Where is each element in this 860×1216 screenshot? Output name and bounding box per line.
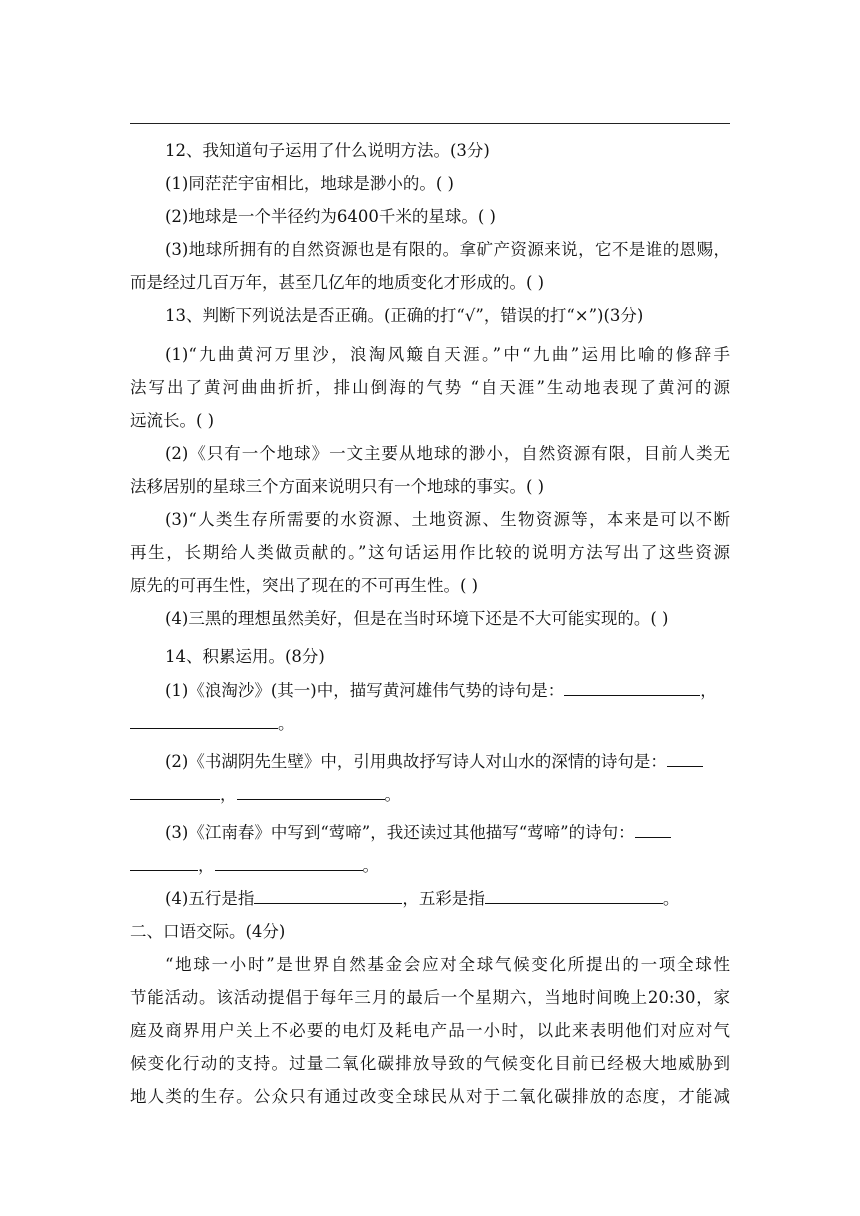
q14-item-1-line-2 (130, 707, 730, 740)
q12-item-3-line-1: (3)地球所拥有的自然资源也是有限的。拿矿产资源来说，它不是谁的恩赐， (165, 240, 730, 259)
answer-blank[interactable] (237, 779, 385, 800)
q12-item-3-line-2: 而是经过几百万年，甚至几亿年的地质变化才形成的。( ) (130, 273, 545, 292)
answer-blank[interactable] (130, 850, 198, 871)
q13-item-1-line-2: 法写出了黄河曲曲折折，排山倒海的气势 “自天涯”生动地表现了黄河的源 (130, 378, 730, 397)
q12-item-1: (1)同茫茫宇宙相比，地球是渺小的。( ) (165, 174, 454, 193)
answer-blank[interactable] (564, 675, 700, 696)
q14-title: 14、积累运用。(8分) (165, 647, 325, 666)
answer-blank[interactable] (635, 817, 671, 838)
section-2-title: 二、口语交际。(4分) (130, 922, 286, 941)
q14-item-2-line-2 (130, 778, 730, 811)
answer-blank[interactable] (254, 883, 402, 904)
answer-blank[interactable] (667, 746, 703, 767)
section-2-paragraph-line-1: “地球一小时”是世界自然基金会应对全球气候变化所提出的一项全球性 (165, 955, 730, 974)
comma: ， (700, 681, 717, 700)
q12-title: 12、我知道句子运用了什么说明方法。(3分) (165, 141, 490, 160)
section-2-paragraph-line-2: 节能活动。该活动提倡于每年三月的最后一个星期六，当地时间晚上20:30，家 (130, 988, 730, 1007)
q13-item-3-line-3: 原先的可再生性，突出了现在的不可再生性。( ) (130, 576, 479, 595)
answer-blank[interactable] (130, 708, 278, 729)
q14-item-2-line-1 (165, 745, 730, 778)
period: 。 (662, 889, 680, 908)
period: 。 (384, 785, 401, 804)
q13-item-2-line-2: 法移居别的星球三个方面来说明只有一个地球的事实。( ) (130, 477, 545, 496)
q13-item-2-line-1: (2)《只有一个地球》一文主要从地球的渺小，自然资源有限，目前人类无 (165, 444, 730, 463)
section-2-paragraph-line-3: 庭及商界用户关上不必要的电灯及耗电产品一小时，以此来表明他们对应对气 (130, 1021, 730, 1040)
q13-title: 13、判断下列说法是否正确。(正确的打“√”，错误的打“×”)(3分) (165, 306, 644, 325)
period: 。 (278, 714, 295, 733)
q14-item-4-prompt-a: (4)五行是指 (165, 889, 255, 908)
comma: ， (220, 785, 237, 804)
section-2-paragraph-line-5: 地人类的生存。公众只有通过改变全球民从对于二氧化碳排放的态度，才能减 (130, 1087, 730, 1106)
q12-item-2: (2)地球是一个半径约为6400千米的星球。( ) (165, 207, 496, 226)
q14-item-3-line-1 (165, 816, 730, 849)
answer-blank[interactable] (215, 850, 363, 871)
q14-item-1-line-1 (165, 674, 730, 707)
q14-item-3-prompt: (3)《江南春》中写到“莺啼”，我还读过其他描写“莺啼”的诗句： (165, 823, 635, 842)
q14-item-2-prompt: (2)《书湖阴先生壁》中，引用典故抒写诗人对山水的深情的诗句是： (165, 752, 667, 771)
q13-item-3-line-1: (3)“人类生存所需要的水资源、土地资源、生物资源等，本来是可以不断 (165, 510, 730, 529)
period: 。 (362, 856, 379, 875)
q14-item-1-prompt: (1)《浪淘沙》(其一)中，描写黄河雄伟气势的诗句是： (165, 681, 565, 700)
header-rule (130, 123, 730, 124)
q13-item-1-line-3: 远流长。( ) (130, 411, 215, 430)
q14-item-4-prompt-b: ，五彩是指 (402, 889, 485, 908)
q14-item-4 (165, 882, 730, 915)
q13-item-3-line-2: 再生，长期给人类做贡献的。”这句话运用作比较的说明方法写出了这些资源 (130, 543, 730, 562)
section-2-paragraph-line-4: 候变化行动的支持。过量二氧化碳排放导致的气候变化目前已经极大地威胁到 (130, 1054, 730, 1073)
answer-blank[interactable] (130, 779, 220, 800)
q14-item-3-line-2 (130, 849, 730, 882)
answer-blank[interactable] (485, 883, 663, 904)
comma: ， (198, 856, 215, 875)
q13-item-4: (4)三黑的理想虽然美好，但是在当时环境下还是不大可能实现的。( ) (165, 609, 669, 628)
q13-item-1-line-1: (1)“九曲黄河万里沙，浪淘风簸自天涯。”中“九曲”运用比喻的修辞手 (165, 345, 730, 364)
